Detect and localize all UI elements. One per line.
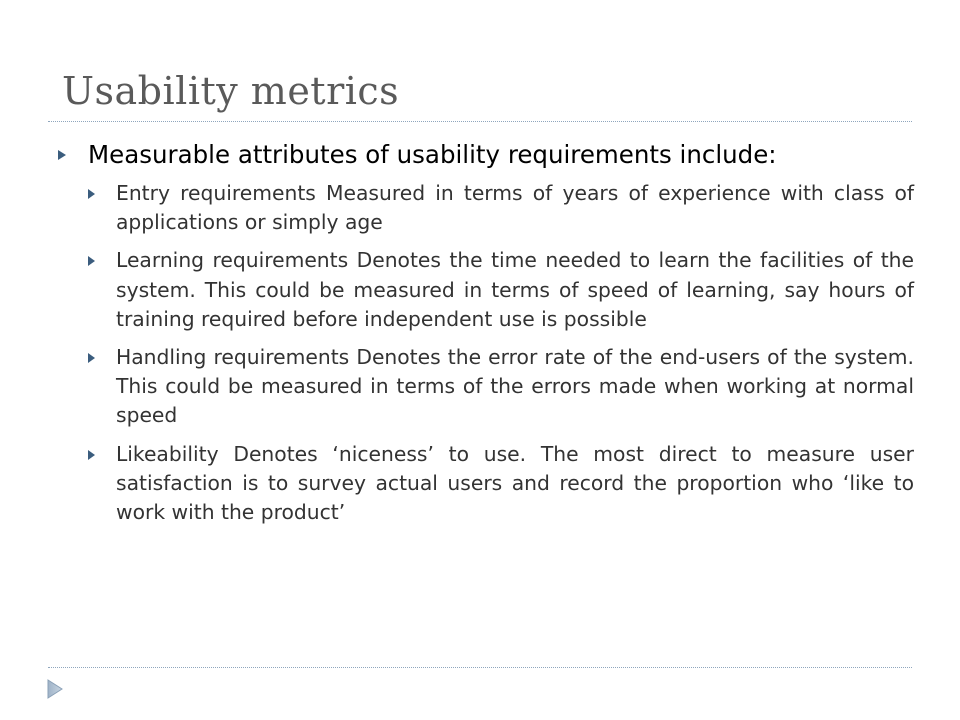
list-item — [88, 440, 914, 528]
triangle-bullet-icon — [88, 246, 116, 276]
triangle-bullet-icon — [88, 440, 116, 470]
list-item — [88, 179, 914, 237]
list-item-text: Handling requirements Denotes the error rate of the end-users of the system. This could be measured in terms of the errors made when working at normal speed — [116, 345, 914, 428]
triangle-bullet-icon — [58, 137, 88, 173]
list-item-text: Likeability Denotes ‘niceness’ to use. The most direct to measure user satisfaction is to survey actual users and record the proportion who ‘like to work with the product’ — [116, 441, 914, 525]
intro-bullet — [58, 137, 914, 173]
slide-content — [58, 137, 914, 536]
slide-title: Usability metrics — [62, 69, 400, 113]
triangle-bullet-icon — [88, 179, 116, 209]
top-divider — [48, 121, 912, 122]
bottom-divider — [48, 667, 912, 668]
nav-arrow-icon — [47, 679, 63, 699]
requirements-list — [88, 179, 914, 527]
triangle-bullet-icon — [88, 343, 116, 373]
list-item — [88, 246, 914, 334]
intro-text: Measurable attributes of usability requirements include: — [88, 140, 777, 169]
list-item — [88, 343, 914, 431]
list-item-text: Entry requirements Measured in terms of years of experience with class of applications or simply age — [116, 181, 914, 235]
list-item-text: Learning requirements Denotes the time needed to learn the facilities of the system. This could be measured in terms of speed of learning, say hours of training required before independent use is possible — [116, 248, 914, 331]
